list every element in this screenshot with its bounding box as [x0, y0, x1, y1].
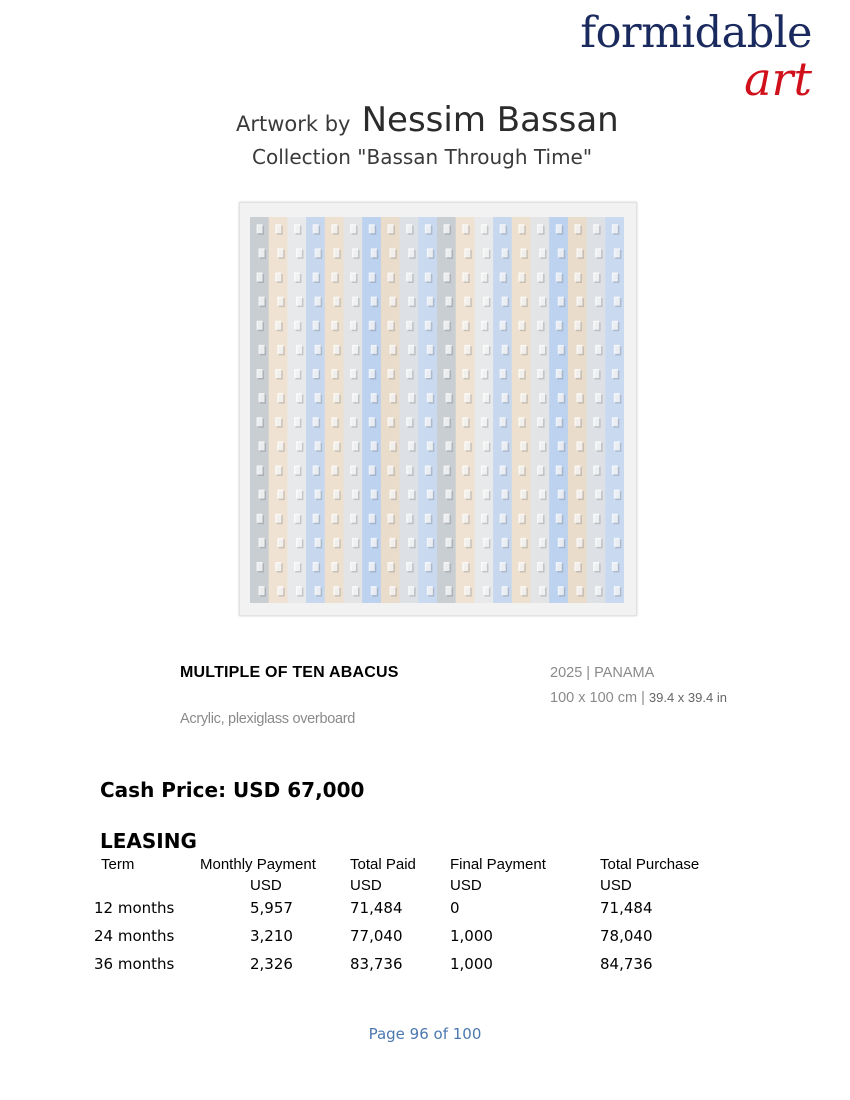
table-cell: 77,040 [350, 927, 403, 945]
artwork-by-label: Artwork by [236, 112, 351, 136]
header-term: Term [101, 856, 135, 873]
header-final-payment: Final Payment [450, 856, 546, 873]
table-cell: 0 [450, 899, 460, 917]
artwork-image [239, 202, 637, 616]
table-cell: 1,000 [450, 927, 493, 945]
table-cell: 1,000 [450, 955, 493, 973]
header-total-paid: Total Paid [350, 856, 416, 873]
table-cell: 83,736 [350, 955, 403, 973]
table-cell: 3,210 [250, 927, 293, 945]
table-cell: 24 months [94, 927, 175, 945]
unit-total-paid: USD [350, 877, 382, 894]
table-cell: 71,484 [350, 899, 403, 917]
artwork-canvas [250, 217, 624, 603]
leasing-heading: LEASING [100, 829, 197, 853]
dimensions-in: 39.4 x 39.4 in [648, 690, 727, 705]
header-total-purchase: Total Purchase [600, 856, 700, 873]
artwork-title: MULTIPLE OF TEN ABACUS [180, 664, 399, 681]
artist-heading [236, 100, 619, 140]
dimensions-cm: 100 x 100 cm | [550, 690, 645, 706]
unit-final: USD [450, 877, 482, 894]
artwork-medium: Acrylic, plexiglass overboard [180, 711, 356, 727]
table-cell: 71,484 [600, 899, 653, 917]
artwork-year-place: 2025 | PANAMA [550, 665, 655, 681]
unit-monthly: USD [250, 877, 282, 894]
table-cell: 5,957 [250, 899, 293, 917]
table-cell: 84,736 [600, 955, 653, 973]
unit-total-purchase: USD [600, 877, 632, 894]
cash-price: Cash Price: USD 67,000 [100, 778, 365, 802]
collection-name: Collection "Bassan Through Time" [252, 145, 593, 169]
logo-wordmark-formidable: formidable [580, 8, 812, 58]
artwork-abacus-pattern [250, 217, 624, 603]
table-cell: 78,040 [600, 927, 653, 945]
table-cell: 12 months [94, 899, 175, 917]
header-monthly-payment: Monthly Payment [200, 856, 316, 873]
formidable-art-logo [552, 6, 812, 106]
artist-name: Nessim Bassan [361, 100, 619, 140]
logo-wordmark-art: art [744, 52, 812, 106]
artwork-dimensions [550, 690, 727, 706]
table-cell: 2,326 [250, 955, 293, 973]
table-cell: 36 months [94, 955, 175, 973]
page-number: Page 96 of 100 [368, 1025, 482, 1043]
